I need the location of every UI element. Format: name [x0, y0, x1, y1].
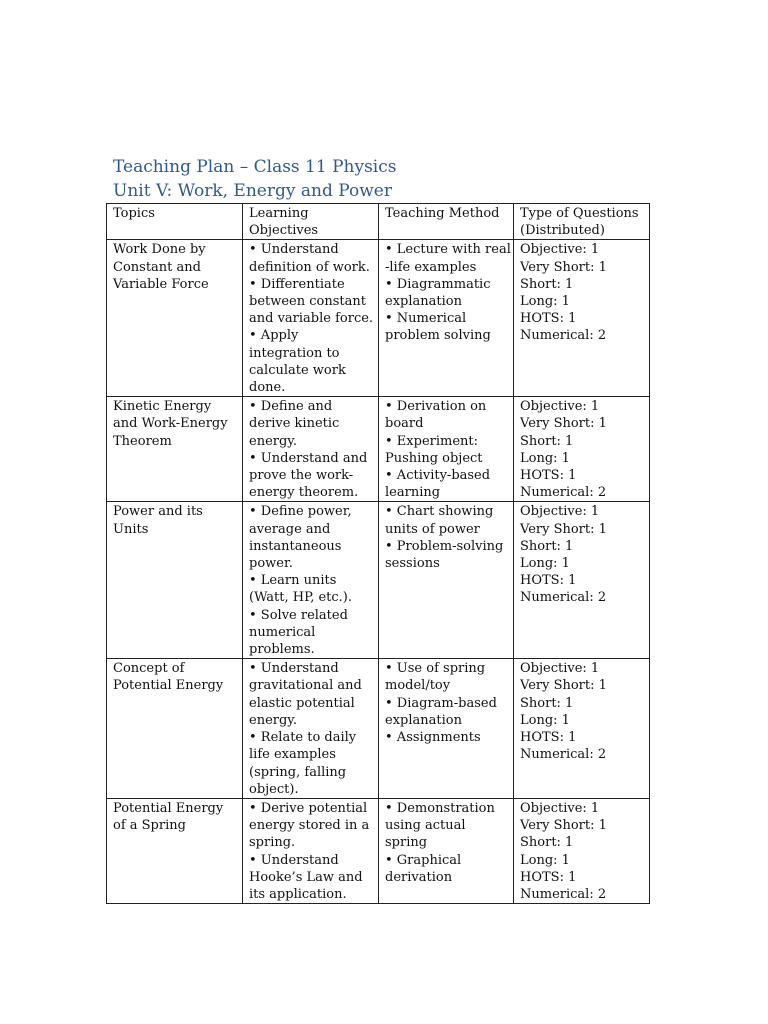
question-types-cell [514, 502, 650, 659]
cell-line: Very Short: 1 [520, 678, 607, 694]
cell-line: Hooke’s Law and [249, 869, 363, 885]
cell-line: • Derive potential [249, 800, 368, 816]
cell-line: Objective: 1 [520, 661, 600, 677]
objectives-cell [243, 240, 379, 397]
cell-line: energy theorem. [249, 485, 359, 501]
table-row [107, 240, 650, 397]
cell-line: explanation [385, 712, 462, 728]
cell-line: • Understand [249, 852, 339, 868]
objectives-cell [243, 502, 379, 659]
cell-line: life examples [249, 747, 336, 763]
cell-line: units of power [385, 521, 480, 537]
question-types-cell [514, 659, 650, 799]
teaching-plan-table-body [107, 204, 650, 904]
cell-line: instantaneous [249, 538, 342, 554]
question-types-cell [514, 240, 650, 397]
cell-line: power. [249, 556, 293, 572]
cell-line: Very Short: 1 [520, 521, 607, 537]
header-type-of-questions [514, 204, 650, 240]
topic-cell [107, 798, 243, 903]
cell-line: Long: 1 [520, 294, 570, 310]
cell-line: Long: 1 [520, 712, 570, 728]
cell-line: Constant and [113, 259, 201, 275]
cell-line: HOTS: 1 [520, 573, 577, 589]
cell-line: object). [249, 781, 299, 797]
cell-line: average and [249, 521, 331, 537]
cell-line: explanation [385, 294, 462, 310]
cell-line: • Use of spring [385, 661, 486, 677]
cell-line: energy stored in a [249, 818, 370, 834]
cell-line: between constant [249, 294, 366, 310]
topic-cell [107, 397, 243, 502]
cell-line: Numerical: 2 [520, 590, 607, 606]
cell-line: Learning [249, 206, 309, 221]
cell-line: using actual [385, 818, 466, 834]
cell-line: numerical [249, 624, 316, 640]
objectives-cell [243, 659, 379, 799]
cell-line: Objectives [249, 223, 319, 239]
cell-line: elastic potential [249, 695, 355, 711]
cell-line: Work Done by [113, 242, 206, 258]
cell-line: Objective: 1 [520, 504, 600, 520]
cell-line: Objective: 1 [520, 800, 600, 816]
cell-line: Long: 1 [520, 450, 570, 466]
teaching-method-cell [379, 659, 514, 799]
cell-line: Short: 1 [520, 835, 574, 851]
cell-line: its application. [249, 886, 347, 902]
cell-line: of a Spring [113, 818, 186, 834]
teaching-method-cell [379, 397, 514, 502]
cell-line: prove the work- [249, 468, 354, 484]
cell-line: • Graphical [385, 852, 462, 868]
topic-cell [107, 659, 243, 799]
cell-line: • Differentiate [249, 276, 345, 292]
cell-line: problem solving [385, 328, 491, 344]
cell-line: Potential Energy [113, 800, 224, 816]
objectives-cell [243, 798, 379, 903]
cell-line: problems. [249, 642, 315, 658]
cell-line: Short: 1 [520, 695, 574, 711]
cell-line: Numerical: 2 [520, 485, 607, 501]
cell-line: (Distributed) [520, 223, 605, 239]
question-types-cell [514, 798, 650, 903]
cell-line: • Define power, [249, 504, 352, 520]
cell-line: Objective: 1 [520, 399, 600, 415]
table-row [107, 502, 650, 659]
cell-line: Numerical: 2 [520, 747, 607, 763]
topic-cell [107, 240, 243, 397]
cell-line: Numerical: 2 [520, 886, 607, 902]
teaching-plan-table [106, 203, 650, 904]
cell-line: • Learn units [249, 573, 337, 589]
cell-line: HOTS: 1 [520, 730, 577, 746]
cell-line: Topics [113, 206, 155, 221]
cell-line: calculate work [249, 362, 346, 378]
cell-line: Short: 1 [520, 276, 574, 292]
cell-line: Teaching Method [385, 206, 500, 221]
header-topics [107, 204, 243, 240]
cell-line: • Demonstration [385, 800, 495, 816]
cell-line: and Work-Energy [113, 416, 228, 432]
cell-line: • Problem-solving [385, 538, 504, 554]
cell-line: model/toy [385, 678, 451, 694]
cell-line: Kinetic Energy [113, 399, 212, 415]
cell-line: • Understand [249, 661, 339, 677]
cell-line: done. [249, 380, 286, 396]
cell-line: definition of work. [249, 259, 370, 275]
header-learning-objectives [243, 204, 379, 240]
cell-line: • Apply [249, 328, 299, 344]
table-row [107, 798, 650, 903]
cell-line: • Relate to daily [249, 730, 357, 746]
cell-line: Type of Questions [520, 206, 639, 221]
cell-line: Objective: 1 [520, 242, 600, 258]
cell-line: Theorem [113, 433, 172, 449]
unit-subtitle: Unit V: Work, Energy and Power [113, 181, 392, 201]
cell-line: • Activity-based [385, 468, 491, 484]
cell-line: • Understand [249, 242, 339, 258]
cell-line: Long: 1 [520, 852, 570, 868]
cell-line: HOTS: 1 [520, 468, 577, 484]
cell-line: HOTS: 1 [520, 869, 577, 885]
teaching-method-cell [379, 798, 514, 903]
header-row [107, 204, 650, 240]
cell-line: • Define and [249, 399, 333, 415]
cell-line: • Diagram-based [385, 695, 497, 711]
cell-line: Very Short: 1 [520, 259, 607, 275]
question-types-cell [514, 397, 650, 502]
topic-cell [107, 502, 243, 659]
cell-line: Short: 1 [520, 538, 574, 554]
cell-line: (spring, falling [249, 764, 347, 780]
cell-line: spring [385, 835, 428, 851]
cell-line: Units [113, 521, 149, 537]
cell-line: Very Short: 1 [520, 416, 607, 432]
cell-line: and variable force. [249, 311, 374, 327]
cell-line: derivation [385, 869, 453, 885]
cell-line: spring. [249, 835, 296, 851]
page-title: Teaching Plan – Class 11 Physics [113, 157, 397, 177]
cell-line: integration to [249, 345, 340, 361]
cell-line: • Diagrammatic [385, 276, 491, 292]
cell-line: Long: 1 [520, 556, 570, 572]
cell-line: • Assignments [385, 730, 481, 746]
cell-line: • Understand and [249, 450, 368, 466]
cell-line: Concept of [113, 661, 185, 677]
cell-line: learning [385, 485, 441, 501]
cell-line: Pushing object [385, 450, 483, 466]
cell-line: -life examples [385, 259, 477, 275]
teaching-method-cell [379, 502, 514, 659]
cell-line: HOTS: 1 [520, 311, 577, 327]
cell-line: • Lecture with real [385, 242, 511, 258]
header-teaching-method [379, 204, 514, 240]
cell-line: • Solve related [249, 607, 348, 623]
cell-line: gravitational and [249, 678, 362, 694]
cell-line: energy. [249, 712, 298, 728]
teaching-method-cell [379, 240, 514, 397]
cell-line: Short: 1 [520, 433, 574, 449]
table-row [107, 659, 650, 799]
objectives-cell [243, 397, 379, 502]
cell-line: • Chart showing [385, 504, 494, 520]
cell-line: Numerical: 2 [520, 328, 607, 344]
cell-line: • Experiment: [385, 433, 479, 449]
cell-line: Variable Force [113, 276, 209, 292]
cell-line: board [385, 416, 424, 432]
cell-line: • Derivation on [385, 399, 487, 415]
cell-line: derive kinetic [249, 416, 340, 432]
cell-line: Potential Energy [113, 678, 224, 694]
cell-line: • Numerical [385, 311, 467, 327]
cell-line: energy. [249, 433, 298, 449]
table-row [107, 397, 650, 502]
cell-line: sessions [385, 556, 440, 572]
cell-line: Power and its [113, 504, 203, 520]
cell-line: Very Short: 1 [520, 818, 607, 834]
cell-line: (Watt, HP, etc.). [249, 590, 353, 606]
